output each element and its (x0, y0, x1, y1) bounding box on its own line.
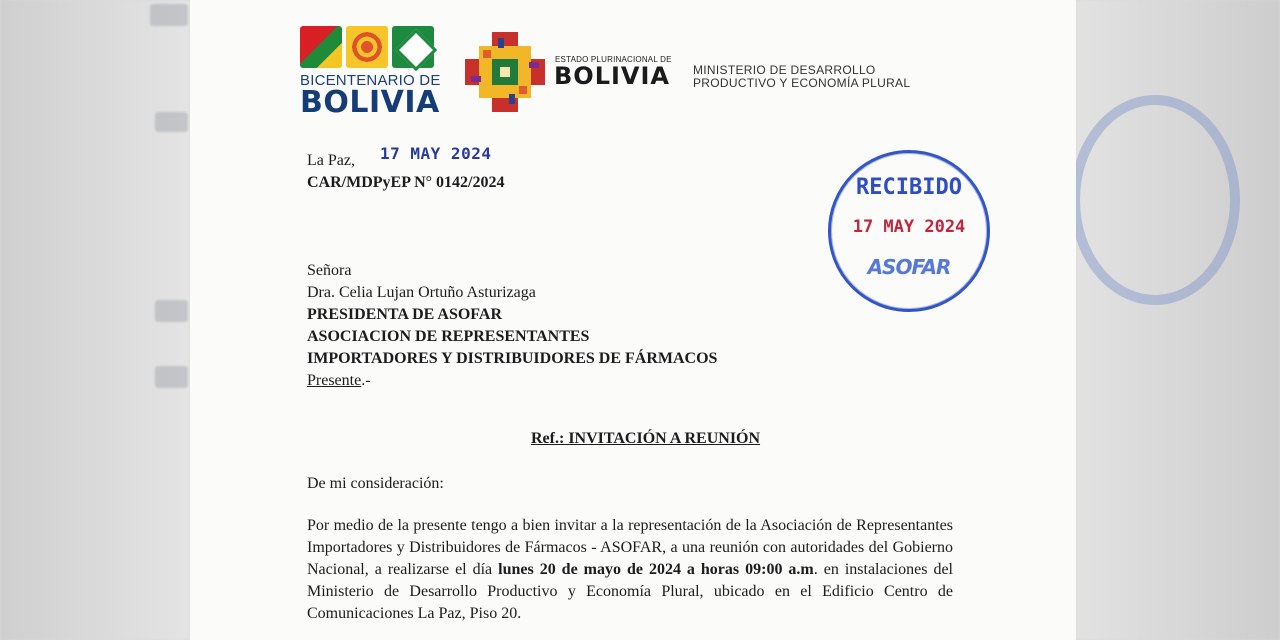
body-text-bold: lunes 20 de mayo de 2024 a horas 09:00 a.m (498, 561, 814, 578)
letter-date-stamp: 17 MAY 2024 (380, 144, 492, 163)
background-blur-bar (150, 4, 188, 26)
blurred-background-right (1076, 0, 1280, 640)
estado-bolivia-label: BOLIVIA (554, 62, 670, 90)
letter-page (190, 0, 1076, 640)
ministry-line-1: MINISTERIO DE DESARROLLO (693, 63, 876, 77)
background-blur-bar (155, 366, 188, 388)
background-blur-bar (155, 112, 188, 132)
diamond-tile-icon (392, 26, 434, 68)
letter-place: La Paz, (307, 152, 355, 169)
background-blur-bar (155, 300, 188, 322)
background-blur-stamp (1070, 95, 1240, 305)
spiral-tile-icon (346, 26, 388, 68)
bicentenario-tiles (300, 26, 440, 68)
organization-line-2: IMPORTADORES Y DISTRIBUIDORES DE FÁRMACOS (307, 350, 718, 367)
greeting: De mi consideración: (307, 475, 444, 492)
chakana-icon (465, 32, 545, 112)
ministry-name (693, 64, 910, 90)
recipient-role: PRESIDENTA DE ASOFAR (307, 306, 502, 323)
blurred-background-left (0, 0, 190, 640)
stamp-asofar-logo: ASOFAR (867, 255, 951, 279)
recipient-name: Dra. Celia Lujan Ortuño Asturizaga (307, 284, 536, 301)
bicentenario-bolivia: BOLIVIA (300, 85, 440, 120)
ministry-line-2: PRODUCTIVO Y ECONOMÍA PLURAL (693, 76, 911, 90)
body-text-2: . en instalaciones del Ministerio de Desarrollo Productivo y Economía Plural, ubicado en el Edificio Centro de Comunicaciones La Paz, Piso 20. (307, 561, 953, 622)
flag-tile-icon (300, 26, 342, 68)
received-stamp (828, 150, 990, 312)
presente-word: Presente (307, 372, 362, 389)
letter-reference-code: CAR/MDPyEP N° 0142/2024 (307, 174, 505, 191)
stamp-date: 17 MAY 2024 (852, 217, 966, 237)
presente-suffix: .- (361, 372, 371, 389)
body-text-1: Por medio de la presente tengo a bien invitar a la representación de la Asociación de Representantes Importadores y Distribuidores de Fármacos - ASOFAR, a una reunión con autoridades del Gobierno Nacional, a realizarse el día (307, 517, 953, 578)
bicentenario-logo (300, 26, 440, 118)
bicentenario-label: BICENTENARIO DE (300, 72, 441, 89)
estado-plurinacional-label: ESTADO PLURINACIONAL DE (555, 55, 672, 64)
stamp-title: RECIBIDO (856, 175, 962, 200)
reference-subject: Ref.: INVITACIÓN A REUNIÓN (531, 430, 761, 447)
organization-line-1: ASOCIACION DE REPRESENTANTES (307, 328, 590, 345)
body-paragraph (307, 515, 953, 625)
salutation-title: Señora (307, 262, 352, 279)
presente-line (307, 372, 371, 390)
